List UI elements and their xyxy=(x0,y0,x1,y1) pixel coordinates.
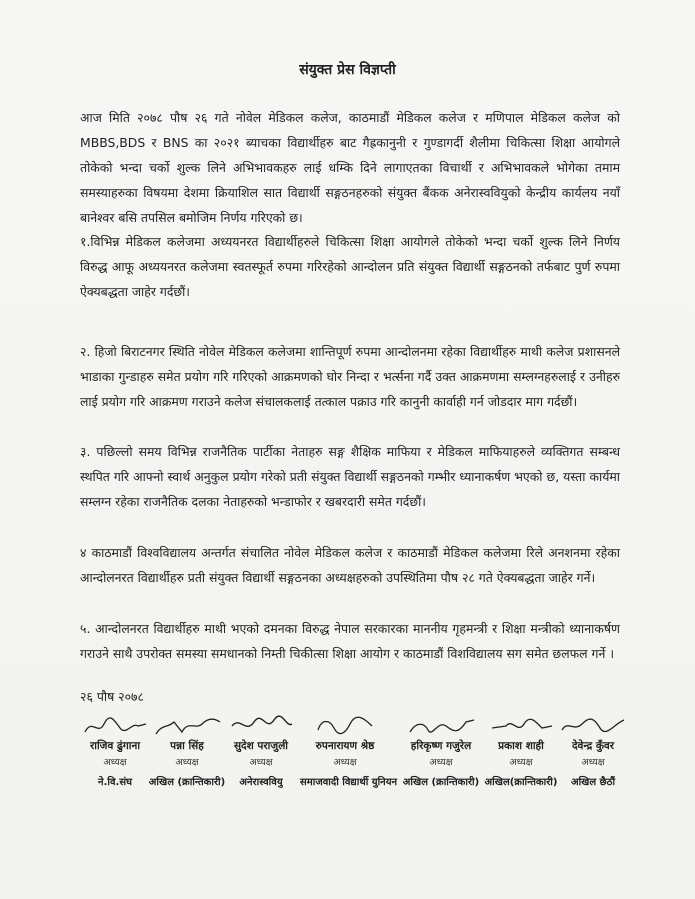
signatory-name: पन्ना सिंह xyxy=(170,740,204,752)
signatory-name: हरिकृष्ण गजुरेल xyxy=(410,740,472,752)
handwritten-signature-7 xyxy=(558,714,628,738)
handwritten-signature-5 xyxy=(406,714,476,738)
decision-1-paragraph: १.विभिन्न मेडिकल कलेजमा अध्ययनरत विद्यार्थीहरुले चिकित्सा शिक्षा आयोगले तोकेको भन्दा चर्को शुल्क लिने निर्णय विरुद्ध आफू अध्ययनरत कलेजमा स्वतस्फूर्त रुपमा गरिरहेको आन्दोलन प्रति संयुक्त विद्यार्थी सङ्गठनको तर्फबाट पुर्ण रुपमा ऐक्यबद्धता जाहेर गर्दछौं। xyxy=(80,234,620,299)
signatory-5 xyxy=(396,714,486,788)
signatory-role: अध्यक्ष xyxy=(509,757,533,768)
signatory-role: अध्यक्ष xyxy=(103,757,127,768)
signatory-role: अध्यक्ष xyxy=(581,757,605,768)
signatory-name: देवेन्द्र कुँवर xyxy=(571,740,615,752)
signatory-org: अखिल छैठौं xyxy=(570,777,616,788)
signatory-role: अध्यक्ष xyxy=(175,757,199,768)
handwritten-signature-1 xyxy=(80,714,150,738)
decision-4-paragraph: ४ काठमाडौं विश्वविद्यालय अन्तर्गत संचालित नोवेल मेडिकल कलेज र काठमाडौं मेडिकल कलेजमा रिले अनशनमा रहेका आन्दोलनरत विद्यार्थीहरु प्रती संयुक्त विद्यार्थी सङ्गठनका अध्यक्षहरुको उपस्थितिमा पौष २८ गते ऐक्यबद्धता जाहेर गर्ने। xyxy=(80,545,620,585)
signatory-org: अखिल(क्रान्तिकारी) xyxy=(484,777,558,788)
signatory-4 xyxy=(300,714,398,788)
signatory-org: अनेरास्ववियु xyxy=(239,777,283,788)
decision-2-paragraph: २. हिजो बिराटनगर स्थिति नोवेल मेडिकल कलेजमा शान्तिपूर्ण रुपमा आन्दोलनमा रहेका विद्यार्थीहरु माथी कलेज प्रशासनले भाडाका गुन्डाहरु समेत प्रयोग गरि गरिएको आक्रमणको घोर निन्दा र भर्त्सना गर्दै उक्त आक्रमणमा सम्लग्नहरुलाई र उनीहरु लाई प्रयोग गरि आक्रमण गराउने कलेज संचालकलाई तत्काल पक्राउ गरि कानुनी कार्वाही गर्न जोडदार माग गर्दछौं। xyxy=(80,344,620,409)
signatory-name: राजिव ढुंगाना xyxy=(89,740,141,752)
document-date: २६ पौष २०७८ xyxy=(80,689,144,704)
signatory-role: अध्यक्ष xyxy=(249,757,273,768)
signatory-name: प्रकाश शाही xyxy=(498,740,544,752)
signatory-role: अध्यक्ष xyxy=(429,757,453,768)
intro-paragraph: आज मिति २०७८ पौष २६ गते नोवेल मेडिकल कलेज, काठमाडौं मेडिकल कलेज र मणिपाल मेडिकल कलेज को MBBS,BDS र BNS का २०२१ ब्याचका विद्यार्थीहरु बाट गैह्रकानुनी र गुण्डागर्दी शैलीमा चिकित्सा शिक्षा आयोगले तोकेको भन्दा चर्को शुल्क लिने अभिभावकहरु लाई धम्कि दिने लागाएतका विचार्थी र अभिभावकले भोगेका तमाम समस्याहरुका विषयमा देशमा क्रियाशिल सात विद्यार्थी सङ्गठनहरुको संयुक्त बैंकक अनेरास्ववियुको केन्द्रीय कार्यलय नयाँ बानेश्वर बसि तपसिल बमोजिम निर्णय गरिएको छ। xyxy=(80,110,620,225)
signatory-role: अध्यक्ष xyxy=(333,757,357,768)
handwritten-signature-3 xyxy=(226,714,296,738)
signatory-3 xyxy=(216,714,306,788)
signatory-org: ने.वि.संघ xyxy=(98,777,132,788)
decision-5-paragraph: ५. आन्दोलनरत विद्यार्थीहरु माथी भएको दमनका विरुद्ध नेपाल सरकारका माननीय गृहमन्त्री र शिक्षा मन्त्रीको ध्यानाकर्षण गराउने साथै उपरोक्त समस्या समधानको निम्ती चिकीत्सा शिक्षा आयोग र काठमाडौं विशविद्यालय सग समेत छलफल गर्ने । xyxy=(80,621,620,661)
handwritten-signature-2 xyxy=(152,714,222,738)
handwritten-signature-6 xyxy=(486,714,556,738)
signatory-name: सुदेश पराजुली xyxy=(233,740,289,752)
signatory-7 xyxy=(548,714,638,788)
signatory-org: समाजवादी विद्यार्थी युनियन xyxy=(300,777,398,788)
document-title: संयुक्त प्रेस विज्ञप्ती xyxy=(299,62,396,78)
signatory-org: अखिल (क्रान्तिकारी) xyxy=(148,777,226,788)
signatory-name: रुपनारायण श्रेष्ठ xyxy=(315,740,375,752)
decision-3-paragraph: ३. पछिल्लो समय विभिन्न राजनैतिक पार्टीका नेताहरु सङ्ग शैक्षिक माफिया र मेडिकल माफियाहरुले व्यक्तिगत सम्बन्ध स्थपित गरि आफ्नो स्वार्थ अनुकुल प्रयोग गरेको प्रती संयुक्त विद्यार्थी सङ्गठनको गम्भीर ध्यानाकर्षण भएको छ, यस्ता कार्यमा सम्लग्न रहेका राजनैतिक दलका नेताहरुको भन्डाफोर र खबरदारी समेत गर्दछौं। xyxy=(80,444,620,509)
signatory-org: अखिल (क्रान्तिकारी) xyxy=(402,777,480,788)
handwritten-signature-4 xyxy=(310,714,380,738)
signatures-row xyxy=(70,714,630,814)
